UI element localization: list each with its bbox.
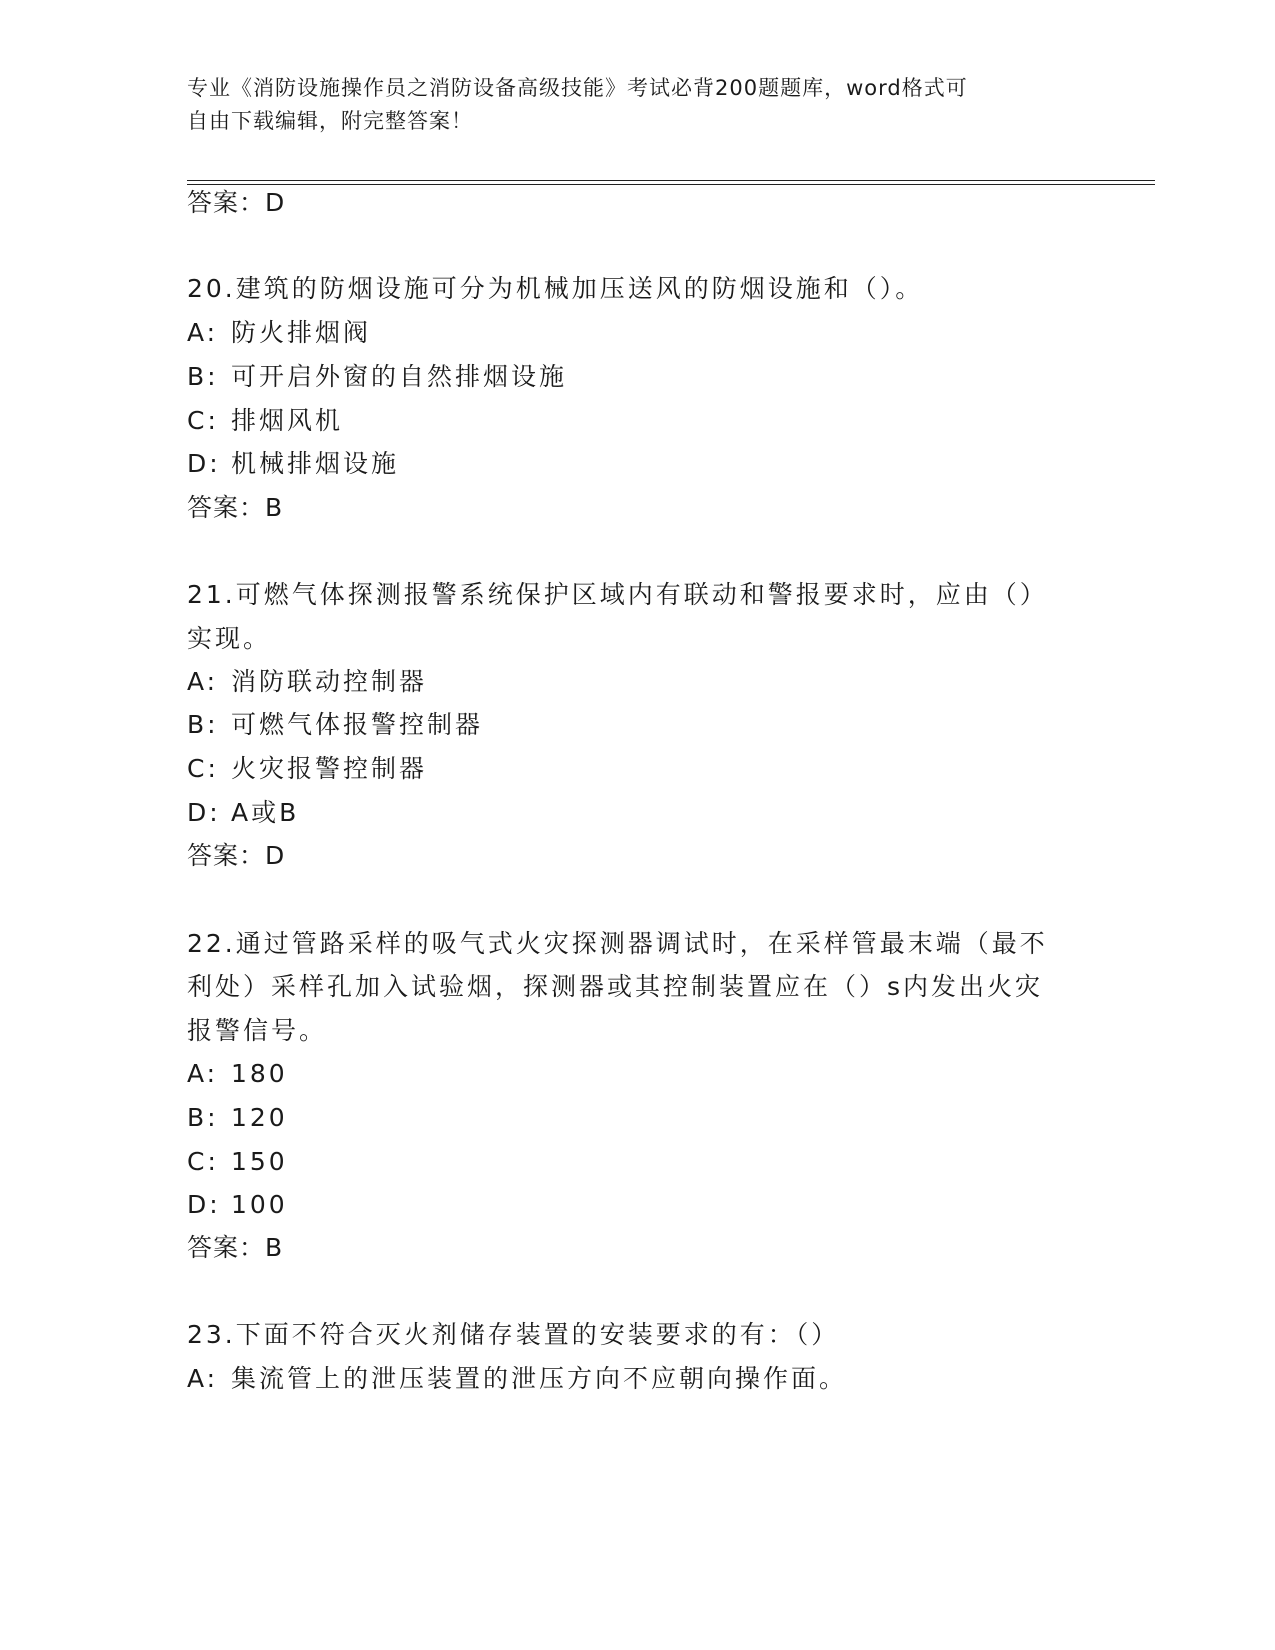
question-21-option-c bbox=[187, 752, 427, 785]
question-21-stem-line-2: 实现。 bbox=[187, 624, 272, 653]
question-21-option-a bbox=[187, 665, 427, 698]
question-22-option-d bbox=[187, 1188, 288, 1221]
question-21-option-d bbox=[187, 796, 299, 829]
option-text: 集流管上的泄压装置的泄压方向不应朝向操作面。 bbox=[231, 1364, 848, 1393]
option-key: B: bbox=[187, 1103, 219, 1132]
option-key: D: bbox=[187, 449, 221, 478]
option-key: A: bbox=[187, 667, 219, 696]
option-text: 100 bbox=[231, 1190, 288, 1219]
header-divider-top bbox=[187, 180, 1155, 181]
question-21-stem-line-1: 21.可燃气体探测报警系统保护区域内有联动和警报要求时，应由（） bbox=[187, 580, 1048, 609]
option-text: 可开启外窗的自然排烟设施 bbox=[231, 362, 568, 391]
question-22-stem-line-2: 利处）采样孔加入试验烟，探测器或其控制装置应在（）s内发出火灾 bbox=[187, 972, 1044, 1001]
document-header bbox=[187, 72, 1087, 138]
question-21-option-b bbox=[187, 708, 483, 741]
question-20-option-c bbox=[187, 404, 343, 437]
option-key: C: bbox=[187, 1147, 219, 1176]
option-text: A或B bbox=[231, 798, 300, 827]
option-key: C: bbox=[187, 754, 219, 783]
option-text: 180 bbox=[231, 1059, 288, 1088]
question-22-stem-line-3: 报警信号。 bbox=[187, 1016, 328, 1045]
question-20-option-b bbox=[187, 360, 567, 393]
option-key: D: bbox=[187, 798, 221, 827]
question-22-stem-line-1: 22.通过管路采样的吸气式火灾探测器调试时，在采样管最末端（最不 bbox=[187, 929, 1048, 958]
option-text: 排烟风机 bbox=[231, 406, 344, 435]
option-text: 机械排烟设施 bbox=[231, 449, 400, 478]
header-line-2: 自由下载编辑，附完整答案！ bbox=[187, 109, 473, 133]
question-22-answer: 答案：B bbox=[187, 1233, 284, 1262]
question-22-option-b bbox=[187, 1101, 288, 1134]
question-23-option-a bbox=[187, 1362, 847, 1395]
option-key: B: bbox=[187, 362, 219, 391]
question-23-stem: 23.下面不符合灭火剂储存装置的安装要求的有：（） bbox=[187, 1320, 840, 1349]
option-text: 火灾报警控制器 bbox=[231, 754, 428, 783]
option-text: 120 bbox=[231, 1103, 288, 1132]
option-text: 可燃气体报警控制器 bbox=[231, 710, 484, 739]
option-key: A: bbox=[187, 1059, 219, 1088]
option-key: B: bbox=[187, 710, 219, 739]
header-divider-bottom bbox=[187, 184, 1155, 185]
option-key: D: bbox=[187, 1190, 221, 1219]
header-line-1: 专业《消防设施操作员之消防设备高级技能》考试必背200题题库，word格式可 bbox=[187, 76, 968, 100]
question-22-option-c bbox=[187, 1145, 288, 1178]
question-20-stem: 20.建筑的防烟设施可分为机械加压送风的防烟设施和（）。 bbox=[187, 274, 924, 303]
option-key: A: bbox=[187, 318, 219, 347]
question-21-answer: 答案：D bbox=[187, 841, 286, 870]
option-key: C: bbox=[187, 406, 219, 435]
question-20-option-a bbox=[187, 316, 371, 349]
option-text: 150 bbox=[231, 1147, 288, 1176]
question-20-option-d bbox=[187, 447, 399, 480]
option-key: A: bbox=[187, 1364, 219, 1393]
answer-prev: 答案：D bbox=[187, 188, 286, 217]
question-20-answer: 答案：B bbox=[187, 493, 284, 522]
question-22-option-a bbox=[187, 1057, 288, 1090]
option-text: 消防联动控制器 bbox=[231, 667, 428, 696]
option-text: 防火排烟阀 bbox=[231, 318, 372, 347]
